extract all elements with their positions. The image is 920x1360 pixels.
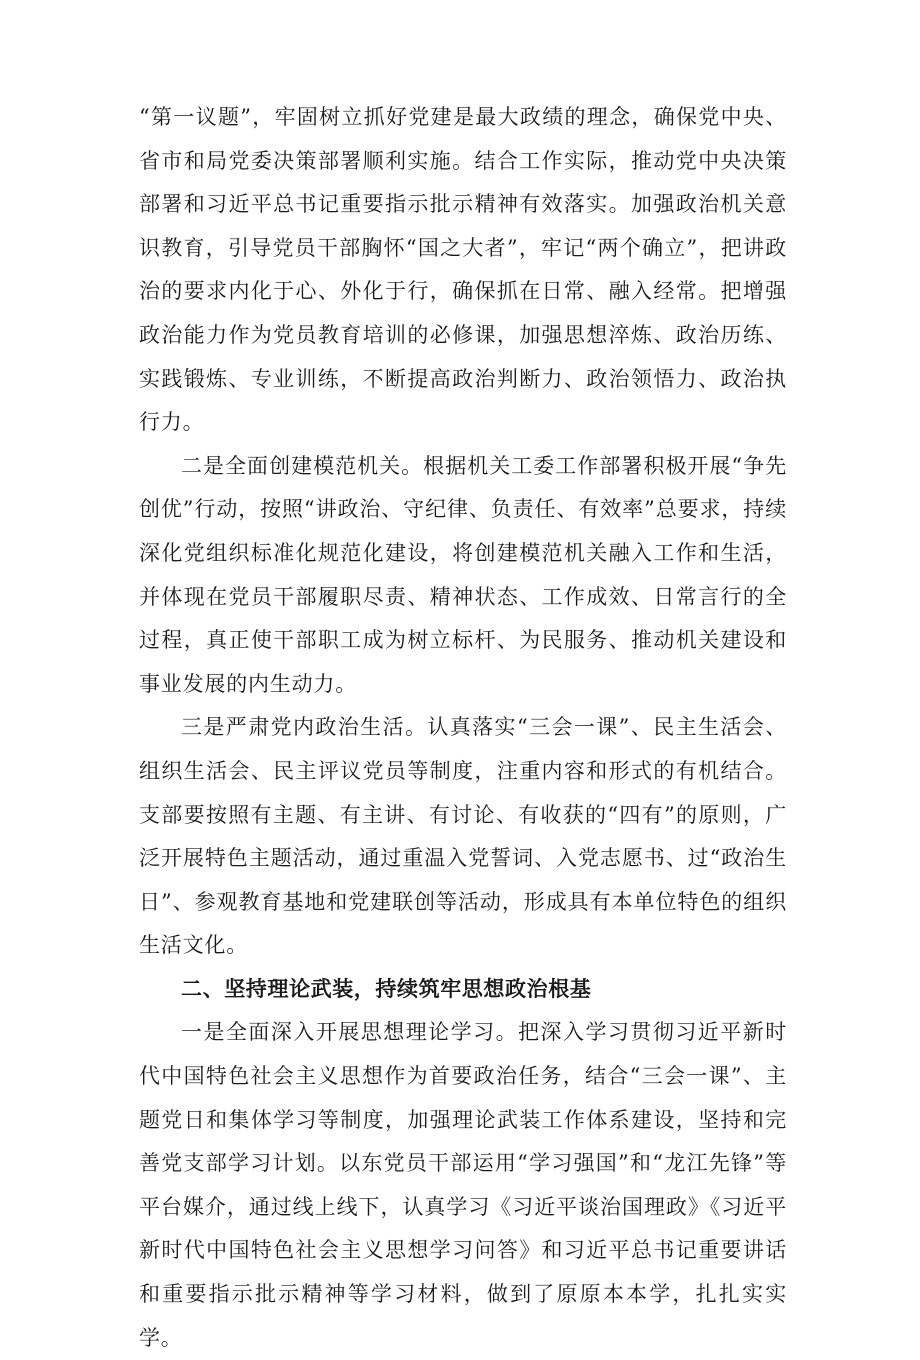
paragraph-party-life: 三是严肃党内政治生活。认真落实“三会一课”、民主生活会、组织生活会、民主评议党员等制度，注重内容和形式的有机结合。支部要按照有主题、有主讲、有讨论、有收获的“四有”的原则，广泛开展特色主题活动，通过重温入党誓词、入党志愿书、过“政治生日”、参观教育基地和党建联创等活动，形成具有本单位特色的组织生活文化。 — [139, 715, 787, 958]
document-page — [139, 96, 787, 1360]
paragraph-first-agenda: “第一议题”，牢固树立抓好党建是最大政绩的理念，确保党中央、省市和局党委决策部署顺利实施。结合工作实际，推动党中央决策部署和习近平总书记重要指示批示精神有效落实。加强政治机关意识教育，引导党员干部胸怀“国之大者”，牢记“两个确立”，把讲政治的要求内化于心、外化于行，确保抓在日常、融入经常。把增强政治能力作为党员教育培训的必修课，加强思想淬炼、政治历练、实践锻炼、专业训练，不断提高政治判断力、政治领悟力、政治执行力。 — [139, 105, 787, 435]
paragraph-model-organ: 二是全面创建模范机关。根据机关工委工作部署积极开展“争先创优”行动，按照“讲政治、守纪律、负责任、有效率”总要求，持续深化党组织标准化规范化建设，将创建模范机关融入工作和生活，并体现在党员干部履职尽责、精神状态、工作成效、日常言行的全过程，真正使干部职工成为树立标杆、为民服务、推动机关建设和事业发展的内生动力。 — [139, 453, 787, 696]
section-heading: 二、坚持理论武装，持续筑牢思想政治根基 — [181, 976, 592, 1001]
paragraph-theory-study: 一是全面深入开展思想理论学习。把深入学习贯彻习近平新时代中国特色社会主义思想作为首要政治任务，结合“三会一课”、主题党日和集体学习等制度，加强理论武装工作体系建设，坚持和完善党支部学习计划。以东党员干部运用“学习强国”和“龙江先锋”等平台媒介，通过线上线下，认真学习《习近平谈治国理政》《习近平新时代中国特色社会主义思想学习问答》和习近平总书记重要讲话和重要指示批示精神等学习材料，做到了原原本本学，扎扎实实学。 — [139, 1020, 787, 1350]
